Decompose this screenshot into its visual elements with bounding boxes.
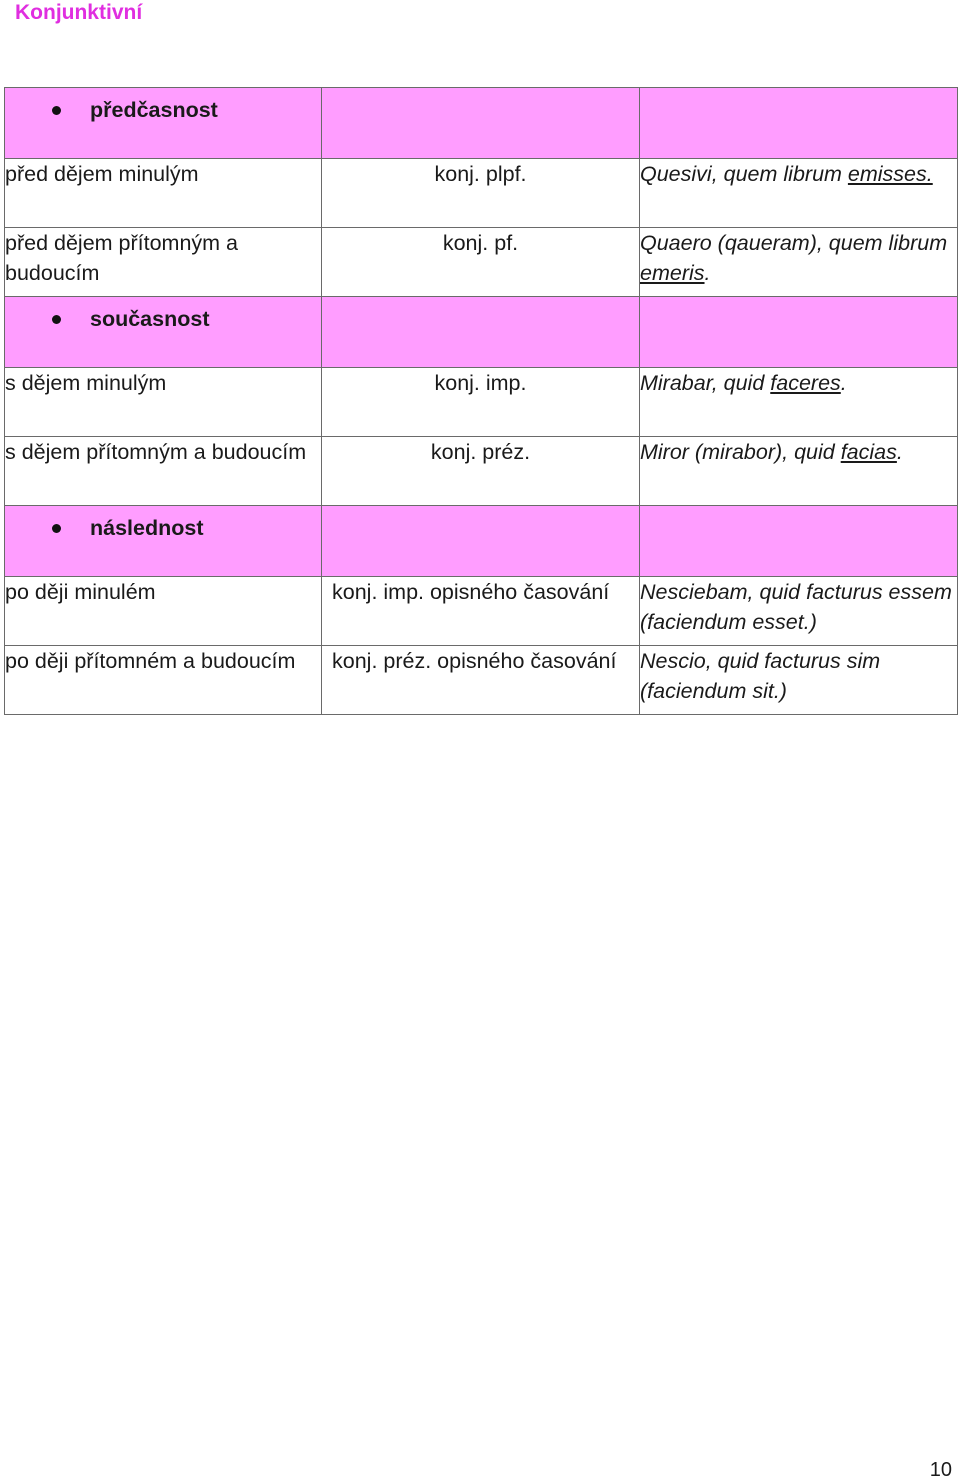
form-cell: konj. plpf. xyxy=(322,159,640,228)
section-empty-cell xyxy=(640,88,958,159)
table-row xyxy=(5,646,958,715)
example-text: Quaero (qaueram), quem librum xyxy=(640,231,948,255)
form-cell: konj. préz. xyxy=(322,437,640,506)
example-punct: . xyxy=(896,440,903,464)
table-row xyxy=(5,159,958,228)
section-label-cell xyxy=(5,88,322,159)
section-empty-cell xyxy=(640,506,958,577)
form-cell: konj. imp. xyxy=(322,368,640,437)
section-label-cell xyxy=(5,297,322,368)
page-number: 10 xyxy=(929,1459,952,1481)
example-text: Nescio, quid facturus sim (faciendum sit.) xyxy=(640,649,881,703)
example-verb: emeris xyxy=(640,261,705,285)
context-cell: s dějem přítomným a budoucím xyxy=(5,437,322,506)
section-empty-cell xyxy=(322,506,640,577)
page-title: Konjunktivní xyxy=(15,1,143,24)
section-label: současnost xyxy=(90,307,210,331)
table-row xyxy=(5,437,958,506)
section-header-naslednost xyxy=(5,506,958,577)
form-cell: konj. préz. opisného časování xyxy=(322,646,640,715)
context-cell: před dějem minulým xyxy=(5,159,322,228)
bullet-icon xyxy=(52,524,61,533)
conjunctive-table xyxy=(4,87,958,715)
example-cell xyxy=(640,159,958,228)
context-cell: po ději minulém xyxy=(5,577,322,646)
table-row xyxy=(5,368,958,437)
example-punct: . xyxy=(704,261,711,285)
section-empty-cell xyxy=(640,297,958,368)
section-empty-cell xyxy=(322,88,640,159)
context-cell: po ději přítomném a budoucím xyxy=(5,646,322,715)
example-text: Miror (mirabor), quid xyxy=(640,440,841,464)
section-header-soucasnost xyxy=(5,297,958,368)
bullet-icon xyxy=(52,106,61,115)
example-cell xyxy=(640,577,958,646)
example-cell xyxy=(640,646,958,715)
example-text: Nesciebam, quid facturus essem (faciendum esset.) xyxy=(640,580,952,634)
example-cell xyxy=(640,368,958,437)
example-verb: emisses. xyxy=(847,162,933,186)
section-label-cell xyxy=(5,506,322,577)
form-cell: konj. imp. opisného časování xyxy=(322,577,640,646)
form-cell: konj. pf. xyxy=(322,228,640,297)
section-empty-cell xyxy=(322,297,640,368)
bullet-icon xyxy=(52,315,61,324)
example-text: Mirabar, quid xyxy=(640,371,771,395)
example-punct: . xyxy=(840,371,847,395)
example-text: Quesivi, quem librum xyxy=(640,162,848,186)
example-verb: facias xyxy=(840,440,897,464)
context-cell: s dějem minulým xyxy=(5,368,322,437)
example-cell xyxy=(640,228,958,297)
example-cell xyxy=(640,437,958,506)
section-header-predcasnost xyxy=(5,88,958,159)
example-verb: faceres xyxy=(770,371,841,395)
table-row xyxy=(5,228,958,297)
table-row xyxy=(5,577,958,646)
context-cell: před dějem přítomným a budoucím xyxy=(5,228,322,297)
section-label: následnost xyxy=(90,516,204,540)
section-label: předčasnost xyxy=(90,98,218,122)
